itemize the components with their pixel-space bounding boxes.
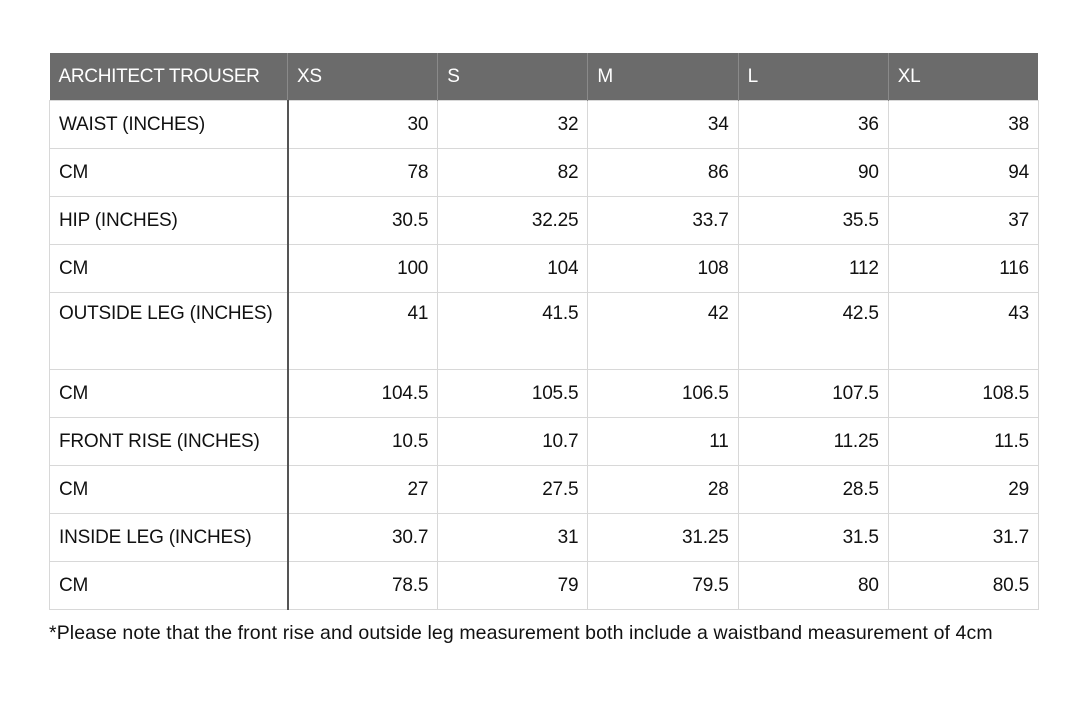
table-row	[50, 245, 1039, 293]
table-cell: 11.5	[888, 418, 1038, 466]
header-size-xs: XS	[288, 53, 438, 101]
table-cell: 112	[738, 245, 888, 293]
table-row	[50, 370, 1039, 418]
table-cell: 31.25	[588, 514, 738, 562]
table-cell: 78.5	[288, 562, 438, 610]
header-row	[50, 53, 1039, 101]
table-cell: 79.5	[588, 562, 738, 610]
table-cell: 30.5	[288, 197, 438, 245]
table-cell: 42	[588, 293, 738, 370]
row-label: CM	[50, 370, 288, 418]
table-cell: 108.5	[888, 370, 1038, 418]
table-row	[50, 197, 1039, 245]
table-cell: 104.5	[288, 370, 438, 418]
row-label: WAIST (INCHES)	[50, 101, 288, 149]
table-cell: 33.7	[588, 197, 738, 245]
row-label: HIP (INCHES)	[50, 197, 288, 245]
table-cell: 105.5	[438, 370, 588, 418]
table-cell: 35.5	[738, 197, 888, 245]
table-cell: 100	[288, 245, 438, 293]
table-cell: 28	[588, 466, 738, 514]
table-cell: 107.5	[738, 370, 888, 418]
row-label: OUTSIDE LEG (INCHES)	[50, 293, 288, 370]
table-cell: 32.25	[438, 197, 588, 245]
table-cell: 80	[738, 562, 888, 610]
table-cell: 34	[588, 101, 738, 149]
table-row	[50, 418, 1039, 466]
header-size-s: S	[438, 53, 588, 101]
size-chart-table	[49, 53, 1039, 610]
table-cell: 11.25	[738, 418, 888, 466]
table-cell: 37	[888, 197, 1038, 245]
table-cell: 36	[738, 101, 888, 149]
table-row	[50, 466, 1039, 514]
table-cell: 82	[438, 149, 588, 197]
table-cell: 31.5	[738, 514, 888, 562]
table-cell: 104	[438, 245, 588, 293]
table-cell: 90	[738, 149, 888, 197]
table-cell: 31.7	[888, 514, 1038, 562]
table-cell: 29	[888, 466, 1038, 514]
table-cell: 42.5	[738, 293, 888, 370]
table-row	[50, 101, 1039, 149]
row-label: CM	[50, 245, 288, 293]
table-cell: 28.5	[738, 466, 888, 514]
measurement-note: *Please note that the front rise and outside leg measurement both include a waistband measurement of 4cm	[49, 622, 993, 644]
table-cell: 38	[888, 101, 1038, 149]
table-cell: 11	[588, 418, 738, 466]
table-cell: 108	[588, 245, 738, 293]
row-label: FRONT RISE (INCHES)	[50, 418, 288, 466]
table-cell: 79	[438, 562, 588, 610]
row-label: CM	[50, 466, 288, 514]
table-cell: 106.5	[588, 370, 738, 418]
table-cell: 86	[588, 149, 738, 197]
table-row	[50, 562, 1039, 610]
table-cell: 31	[438, 514, 588, 562]
header-size-xl: XL	[888, 53, 1038, 101]
header-product-name: ARCHITECT TROUSER	[50, 53, 288, 101]
row-label: CM	[50, 149, 288, 197]
table-cell: 27	[288, 466, 438, 514]
table-row	[50, 149, 1039, 197]
table-cell: 10.5	[288, 418, 438, 466]
table-cell: 30.7	[288, 514, 438, 562]
table-cell: 116	[888, 245, 1038, 293]
header-size-m: M	[588, 53, 738, 101]
row-label: INSIDE LEG (INCHES)	[50, 514, 288, 562]
table-cell: 78	[288, 149, 438, 197]
table-cell: 43	[888, 293, 1038, 370]
table-cell: 80.5	[888, 562, 1038, 610]
table-row	[50, 514, 1039, 562]
table-cell: 27.5	[438, 466, 588, 514]
header-size-l: L	[738, 53, 888, 101]
table-row	[50, 293, 1039, 370]
table-cell: 32	[438, 101, 588, 149]
row-label: CM	[50, 562, 288, 610]
table-cell: 10.7	[438, 418, 588, 466]
table-cell: 94	[888, 149, 1038, 197]
table-cell: 30	[288, 101, 438, 149]
table-cell: 41.5	[438, 293, 588, 370]
table-cell: 41	[288, 293, 438, 370]
